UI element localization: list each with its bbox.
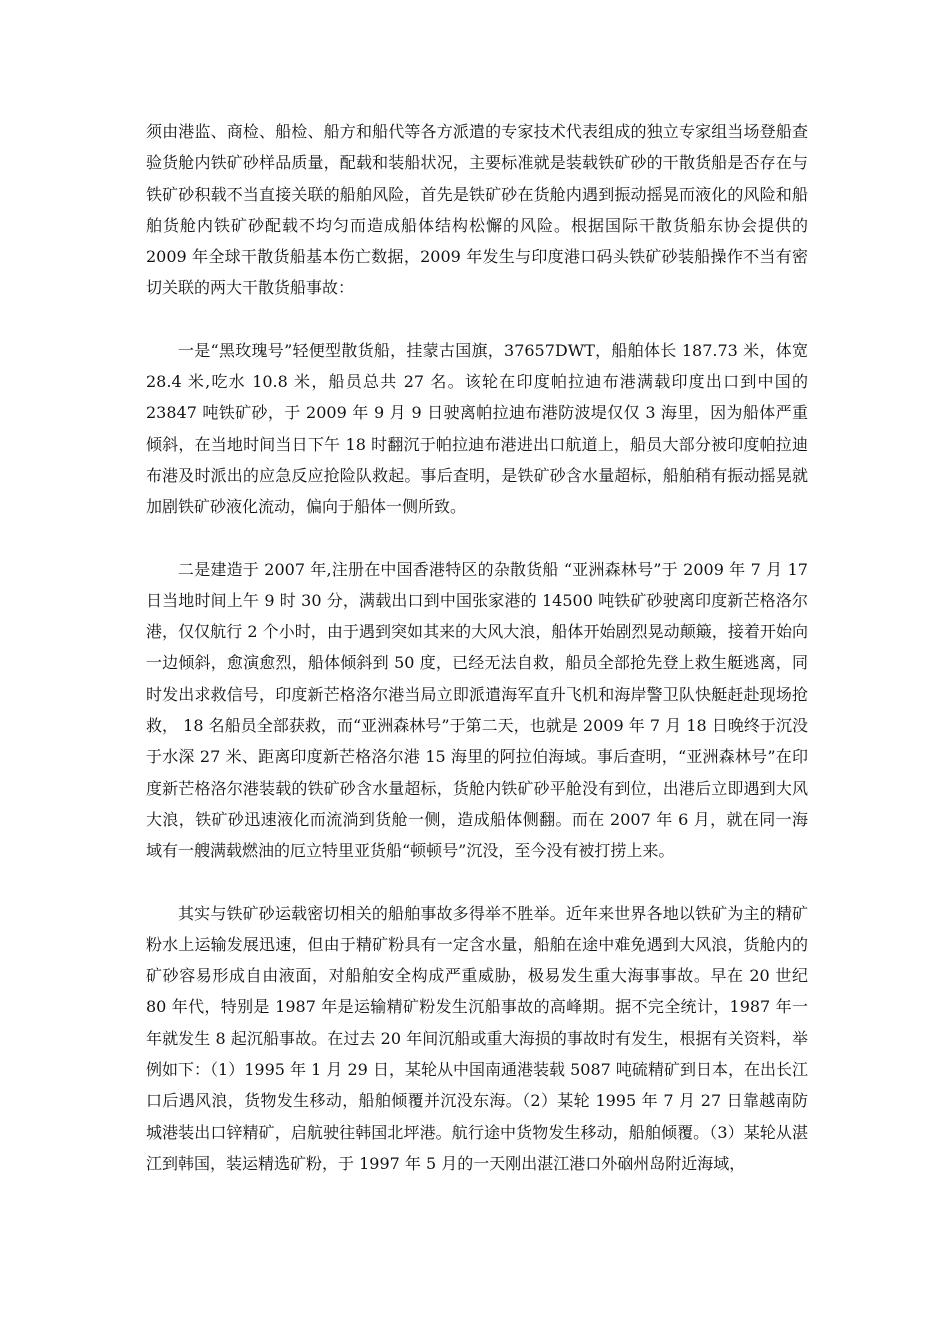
document-body [146,116,808,1179]
paragraph-concentrate-accidents: 其实与铁矿砂运载密切相关的船舶事故多得举不胜举。近年来世界各地以铁矿为主的精矿粉水上运输发展迅速，但由于精矿粉具有一定含水量，船舶在途中难免遇到大风浪，货舱内的矿砂容易形成自由液面，对船舶安全构成严重威胁，极易发生重大海事事故。早在 20 世纪 80 年代，特别是 1987 年是运输精矿粉发生沉船事故的高峰期。据不完全统计，1987 年一年就发生 8 起沉船事故。在过去 20 年间沉船或重大海损的事故时有发生，根据有关资料，举例如下：（1）1995 年 1 月 29 日，某轮从中国南通港装载 5087 吨硫精矿到日本，在出长江口后遇风浪，货物发生移动，船舶倾覆并沉没东海。（2）某轮 1995 年 7 月 27 日靠越南防城港装出口锌精矿，启航驶往韩国北坪港。航行途中货物发生移动，船舶倾覆。（3）某轮从湛江到韩国，装运精选矿粉，于 1997 年 5 月的一天刚出湛江港口外硇州岛附近海域， [146,903,808,1173]
paragraph-black-rose-accident: 一是“黑玫瑰号”轻便型散货船，挂蒙古国旗，37657DWT，船舶体长 187.73 米，体宽 28.4 米,吃水 10.8 米，船员总共 27 名。该轮在印度帕拉迪布港满载印度出口到中国的 23847 吨铁矿砂，于 2009 年 9 月 9 日驶离帕拉迪布港防波堤仅仅 3 海里，因为船体严重倾斜，在当地时间当日下午 18 时翻沉于帕拉迪布港进出口航道上，船员大部分被印度帕拉迪布港及时派出的应急反应抢险队救起。事后查明，是铁矿砂含水量超标，船舶稍有振动摇晃就加剧铁矿砂液化流动，偏向于船体一侧所致。 [146,340,808,517]
paragraph-expert-inspection: 须由港监、商检、船检、船方和船代等各方派遣的专家技术代表组成的独立专家组当场登船查验货舱内铁矿砂样品质量，配载和装船状况，主要标准就是装载铁矿砂的干散货船是否存在与铁矿砂积载不当直接关联的船舶风险，首先是铁矿砂在货舱内遇到振动摇晃而液化的风险和船舶货舱内铁矿砂配载不均匀而造成船体结构松懈的风险。根据国际干散货船东协会提供的 2009 年全球干散货船基本伤亡数据，2009 年发生与印度港口码头铁矿砂装船操作不当有密切关联的两大干散货船事故： [146,122,808,298]
paragraph-asian-forest-accident: 二是建造于 2007 年,注册在中国香港特区的杂散货船 “亚洲森林号”于 2009 年 7 月 17 日当地时间上午 9 时 30 分，满载出口到中国张家港的 14500 吨铁矿砂驶离印度新芒格洛尔港，仅仅航行 2 个小时，由于遇到突如其来的大风大浪，船体开始剧烈晃动颠簸，接着开始向一边倾斜，愈演愈烈，船体倾斜到 50 度，已经无法自救，船员全部抢先登上救生艇逃离，同时发出求救信号，印度新芒格洛尔港当局立即派遣海军直升飞机和海岸警卫队快艇赶赴现场抢救， 18 名船员全部获救，而“亚洲森林号”于第二天，也就是 2009 年 7 月 18 日晚终于沉没于水深 27 米、距离印度新芒格洛尔港 15 海里的阿拉伯海域。事后查明，“亚洲森林号”在印度新芒格洛尔港装载的铁矿砂含水量超标，货舱内铁矿砂平舱没有到位，出港后立即遇到大风大浪，铁矿砂迅速液化而流淌到货舱一侧，造成船体侧翻。而在 2007 年 6 月，就在同一海域有一艘满载燃油的厄立特里亚货船“顿顿号”沉没，至今没有被打捞上来。 [146,559,808,861]
